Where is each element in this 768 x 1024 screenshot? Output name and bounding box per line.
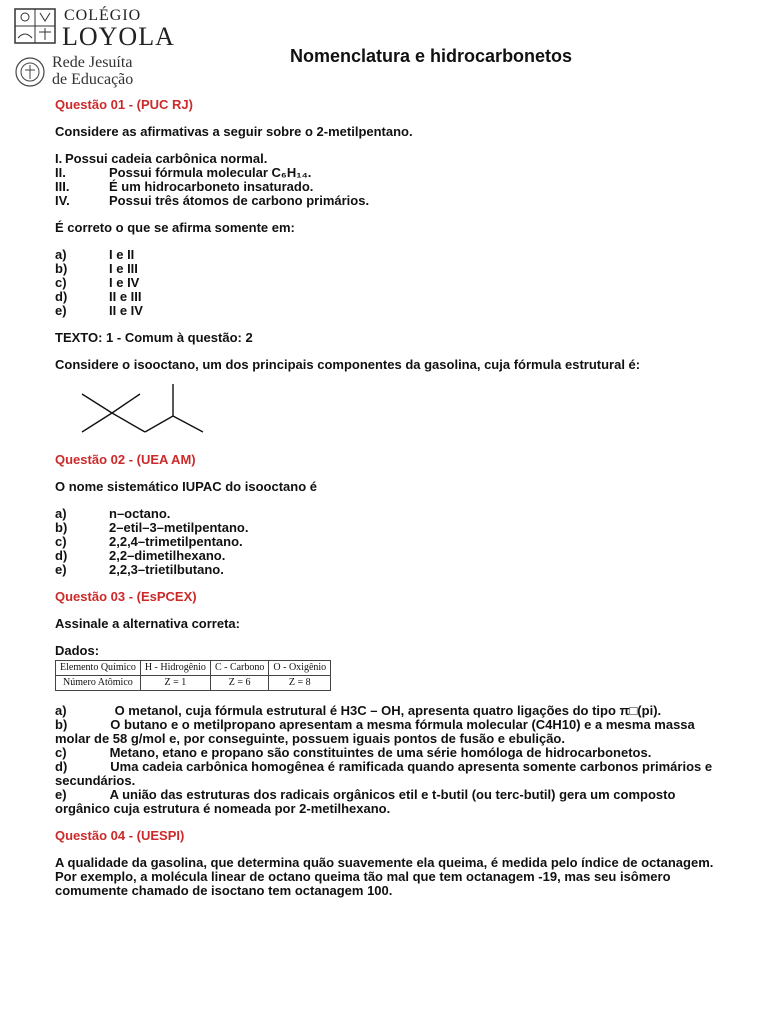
statement-text: Possui três átomos de carbono primários. <box>109 193 370 208</box>
option-label: c) <box>55 534 67 549</box>
document-body <box>55 98 715 898</box>
option-item <box>55 276 715 290</box>
bond-line <box>82 413 112 432</box>
table-cell: C - Carbono <box>210 661 268 676</box>
question-3-intro: Assinale a alternativa correta: <box>55 616 240 631</box>
option-label: a) <box>55 703 67 718</box>
option-text: O metanol, cuja fórmula estrutural é H3C – OH, apresenta quatro ligações do tipo π□(pi). <box>114 703 662 718</box>
statement-item <box>55 166 715 180</box>
option-text: II e IV <box>109 303 143 318</box>
option-text: Uma cadeia carbônica homogênea é ramificada quando apresenta somente carbonos primários e secundários. <box>55 759 713 788</box>
statement-label: II. <box>55 165 66 180</box>
option-label: c) <box>55 745 67 760</box>
option-text: 2,2,3–trietilbutano. <box>109 562 224 577</box>
page-header <box>0 0 768 96</box>
atomic-number-table <box>55 660 331 691</box>
option-text: I e II <box>109 247 135 262</box>
option-label: d) <box>55 759 68 774</box>
option-text: 2,2,4–trimetilpentano. <box>109 534 243 549</box>
option-item <box>55 290 715 304</box>
question-4-body: A qualidade da gasolina, que determina quão suavemente ela queima, é medida pelo índice de octanagem. Por exemplo, a molécula linear de octano queima tão mal que tem octanagem -19, mas seu isômero comumente chamado de isoctano tem octanagem 100. <box>55 855 714 898</box>
option-text: n–octano. <box>109 506 171 521</box>
colegio-loyola-logo <box>12 4 175 51</box>
question-1-heading: Questão 01 - (PUC RJ) <box>55 97 193 112</box>
option-label: d) <box>55 548 68 563</box>
network-text-line2: de Educação <box>52 71 134 88</box>
dados-label: Dados: <box>55 643 100 658</box>
statement-text: Possui fórmula molecular C₆H₁₄. <box>109 165 312 180</box>
option-label: b) <box>55 261 68 276</box>
option-text: 2–etil–3–metilpentano. <box>109 520 249 535</box>
statement-text: É um hidrocarboneto insaturado. <box>109 179 314 194</box>
rede-jesuita-logo <box>12 54 172 94</box>
question-2-intro: O nome sistemático IUPAC do isooctano é <box>55 479 317 494</box>
question-1-prompt: É correto o que se afirma somente em: <box>55 220 295 235</box>
table-row <box>56 676 331 691</box>
network-text-line1: Rede Jesuíta <box>52 54 133 71</box>
page-title: Nomenclatura e hidrocarbonetos <box>290 46 573 66</box>
statement-label: III. <box>55 179 70 194</box>
option-text: Metano, etano e propano são constituintes de uma série homóloga de hidrocarbonetos. <box>109 745 652 760</box>
option-item <box>55 549 715 563</box>
option-item <box>55 746 715 760</box>
texto-1-body: Considere o isooctano, um dos principais componentes da gasolina, cuja fórmula estrutural é: <box>55 357 641 372</box>
question-2-heading: Questão 02 - (UEA AM) <box>55 452 196 467</box>
statement-item <box>55 180 715 194</box>
seal-icon <box>14 56 46 88</box>
option-label: a) <box>55 247 67 262</box>
option-item <box>55 248 715 262</box>
statement-item <box>55 194 715 208</box>
option-label: a) <box>55 506 67 521</box>
table-cell: H - Hidrogênio <box>140 661 210 676</box>
option-item <box>55 704 715 718</box>
isooctane-structure-diagram <box>77 380 207 440</box>
option-item <box>55 535 715 549</box>
table-cell: Z = 8 <box>269 676 331 691</box>
table-row <box>56 661 331 676</box>
question-4-heading: Questão 04 - (UESPI) <box>55 828 185 843</box>
option-item <box>55 563 715 577</box>
option-item <box>55 507 715 521</box>
option-text: A união das estruturas dos radicais orgânicos etil e t-butil (ou terc-butil) gera um composto orgânico cuja estrutura é nomeada por 2-metilhexano. <box>55 787 676 816</box>
table-cell: Z = 1 <box>140 676 210 691</box>
statement-label: I. <box>55 151 63 166</box>
option-text: I e III <box>109 261 138 276</box>
logo-text-colegio: COLÉGIO <box>64 7 142 24</box>
option-text: O butano e o metilpropano apresentam a mesma fórmula molecular (C4H10) e a mesma massa molar de 58 g/mol e, por conseguinte, possuem iguais pontos de fusão e ebulição. <box>55 717 695 746</box>
bond-line <box>82 394 112 413</box>
option-text: II e III <box>109 289 142 304</box>
bond-line <box>112 413 145 432</box>
table-cell: Elemento Químico <box>56 661 141 676</box>
statement-label: IV. <box>55 193 70 208</box>
option-item <box>55 521 715 535</box>
bond-line <box>112 394 140 413</box>
bond-line <box>145 416 173 432</box>
option-label: b) <box>55 520 68 535</box>
question-3-heading: Questão 03 - (EsPCEX) <box>55 589 197 604</box>
option-label: e) <box>55 303 67 318</box>
option-item <box>55 262 715 276</box>
option-label: e) <box>55 787 67 802</box>
table-cell: Número Atômico <box>56 676 141 691</box>
option-item <box>55 760 715 788</box>
logo-text-loyola: LOYOLA <box>62 22 175 51</box>
option-text: I e IV <box>109 275 140 290</box>
table-cell: Z = 6 <box>210 676 268 691</box>
option-label: c) <box>55 275 67 290</box>
question-1-intro: Considere as afirmativas a seguir sobre o 2-metilpentano. <box>55 124 413 139</box>
option-label: d) <box>55 289 68 304</box>
statement-text: Possui cadeia carbônica normal. <box>65 151 268 166</box>
option-item <box>55 718 715 746</box>
option-label: b) <box>55 717 68 732</box>
option-item <box>55 788 715 816</box>
texto-1-heading: TEXTO: 1 - Comum à questão: 2 <box>55 330 253 345</box>
option-item <box>55 304 715 318</box>
bond-line <box>173 416 203 432</box>
option-text: 2,2–dimetilhexano. <box>109 548 226 563</box>
option-label: e) <box>55 562 67 577</box>
crest-icon <box>14 8 56 44</box>
table-cell: O - Oxigênio <box>269 661 331 676</box>
statement-item <box>55 152 715 166</box>
